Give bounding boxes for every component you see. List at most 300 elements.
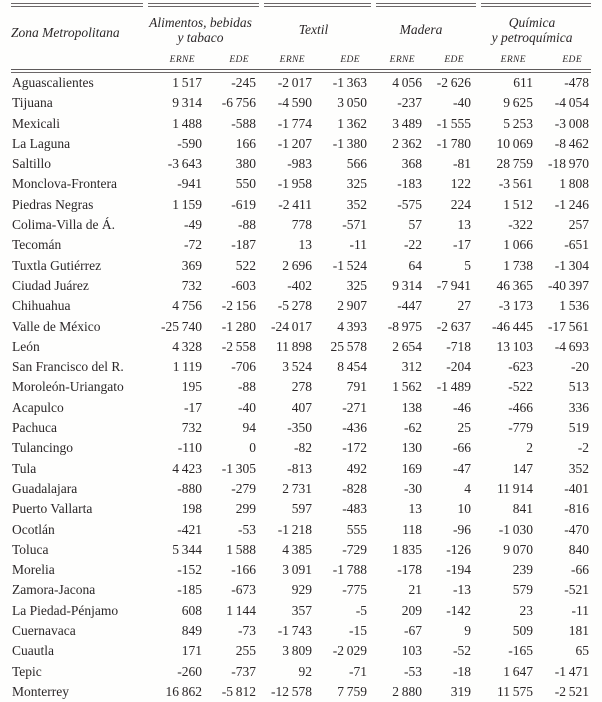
table-body	[11, 73, 591, 702]
value-cell: 1 738	[503, 257, 533, 273]
group-header-madera	[369, 7, 473, 49]
value-cell: 325	[346, 176, 367, 192]
top-rule-segment	[148, 3, 259, 7]
value-cell: -983	[287, 156, 312, 172]
value-cell: 13	[457, 217, 471, 233]
table-row	[11, 154, 591, 174]
zona-cell: Cuautla	[12, 643, 54, 659]
table-row	[11, 601, 591, 621]
value-cell: -575	[397, 196, 422, 212]
value-cell: -88	[238, 217, 256, 233]
value-cell: -350	[287, 420, 312, 436]
value-cell: 5 253	[503, 115, 533, 131]
value-cell: 23	[519, 602, 533, 618]
value-cell: -651	[564, 237, 589, 253]
value-cell: -828	[342, 480, 367, 496]
value-cell: -447	[397, 298, 422, 314]
zona-cell: Ciudad Juárez	[12, 277, 89, 293]
value-cell: -2 521	[554, 683, 589, 699]
value-cell: -4 054	[554, 95, 589, 111]
value-cell: -483	[342, 501, 367, 517]
value-cell: -17	[453, 237, 471, 253]
table-row	[11, 317, 591, 337]
value-cell: 840	[568, 541, 589, 557]
group-header-textil	[258, 7, 369, 49]
value-cell: -62	[404, 420, 422, 436]
value-cell: 513	[568, 379, 589, 395]
value-cell: 509	[512, 623, 533, 639]
value-cell: -185	[177, 582, 202, 598]
value-cell: 555	[346, 521, 367, 537]
value-cell: -204	[446, 359, 471, 375]
value-cell: -172	[342, 440, 367, 456]
value-cell: -1 305	[221, 460, 256, 476]
table-row	[11, 499, 591, 519]
value-cell: 3 050	[337, 95, 367, 111]
zona-cell: Toluca	[12, 541, 49, 557]
table-row	[11, 296, 591, 316]
value-cell: -72	[184, 237, 202, 253]
value-cell: -142	[446, 602, 471, 618]
value-cell: 9 070	[503, 541, 533, 557]
value-cell: -73	[238, 623, 256, 639]
value-cell: -2 637	[436, 318, 471, 334]
value-cell: 1 808	[559, 176, 589, 192]
value-cell: 368	[401, 156, 422, 172]
value-cell: -718	[446, 338, 471, 354]
value-cell: -779	[508, 420, 533, 436]
value-cell: 9 314	[392, 277, 422, 293]
value-cell: -165	[508, 643, 533, 659]
value-cell: 1 119	[172, 359, 202, 375]
value-cell: 1 512	[503, 196, 533, 212]
value-cell: -737	[231, 663, 256, 679]
table-row	[11, 418, 591, 438]
value-cell: 0	[249, 440, 256, 456]
value-cell: -775	[342, 582, 367, 598]
table-row	[11, 479, 591, 499]
value-cell: -67	[404, 623, 422, 639]
value-cell: 46 365	[496, 277, 533, 293]
value-cell: -8 462	[554, 135, 589, 151]
value-cell: -1 524	[332, 257, 367, 273]
value-cell: -706	[231, 359, 256, 375]
value-cell: 25 578	[330, 338, 367, 354]
value-cell: 1 144	[226, 602, 256, 618]
value-cell: -18 970	[548, 156, 589, 172]
value-cell: 1 835	[392, 541, 422, 557]
value-cell: -4 693	[554, 338, 589, 354]
value-cell: 166	[235, 135, 256, 151]
value-cell: -17	[184, 399, 202, 415]
group-header-alimentos	[143, 7, 258, 49]
table-row	[11, 621, 591, 641]
value-cell: -4 590	[277, 95, 312, 111]
group-header-quimica	[473, 7, 591, 49]
value-cell: -260	[177, 663, 202, 679]
value-cell: 4 328	[172, 338, 202, 354]
value-cell: -1 788	[332, 562, 367, 578]
value-cell: -126	[446, 541, 471, 557]
zona-cell: Tepic	[12, 663, 42, 679]
value-cell: 1 647	[503, 663, 533, 679]
value-cell: 380	[235, 156, 256, 172]
value-cell: 11 898	[276, 338, 312, 354]
value-cell: 1 562	[392, 379, 422, 395]
zona-cell: Monclova-Frontera	[12, 176, 117, 192]
top-rule-segment	[11, 3, 143, 7]
value-cell: -3 173	[498, 298, 533, 314]
zona-cell: León	[12, 338, 40, 354]
value-cell: -5 812	[221, 683, 256, 699]
value-cell: 130	[401, 440, 422, 456]
value-cell: 849	[181, 623, 202, 639]
value-cell: -271	[342, 399, 367, 415]
value-cell: 319	[450, 683, 471, 699]
value-cell: -478	[564, 75, 589, 90]
table-row	[11, 520, 591, 540]
value-cell: 566	[346, 156, 367, 172]
value-cell: 65	[575, 643, 589, 659]
value-cell: -166	[231, 562, 256, 578]
value-cell: -436	[342, 420, 367, 436]
value-cell: 579	[512, 582, 533, 598]
value-cell: -1 218	[277, 521, 312, 537]
value-cell: -40	[453, 95, 471, 111]
value-cell: -5	[355, 602, 367, 618]
zona-cell: Valle de México	[12, 318, 101, 334]
value-cell: 118	[402, 521, 422, 537]
value-cell: 257	[568, 217, 589, 233]
group-label-line: Madera	[399, 22, 443, 38]
value-cell: -623	[508, 359, 533, 375]
top-rule-segment	[481, 3, 591, 7]
value-cell: 299	[235, 501, 256, 517]
zona-cell: Morelia	[12, 562, 55, 578]
table-row	[11, 662, 591, 682]
table-row	[11, 195, 591, 215]
table-row	[11, 215, 591, 235]
zona-cell: Moroleón-Uriangato	[12, 379, 124, 395]
value-cell: -3 561	[498, 176, 533, 192]
zona-cell: San Francisco del R.	[12, 359, 124, 375]
value-cell: 2	[526, 440, 533, 456]
value-cell: 21	[408, 582, 422, 598]
zona-cell: Ocotlán	[12, 521, 55, 537]
value-cell: 169	[401, 460, 422, 476]
value-cell: 138	[401, 399, 422, 415]
value-cell: -46	[453, 399, 471, 415]
data-table	[11, 73, 591, 702]
table-row	[11, 357, 591, 377]
value-cell: 550	[235, 176, 256, 192]
value-cell: -66	[453, 440, 471, 456]
value-cell: 198	[181, 501, 202, 517]
value-cell: 7 759	[337, 683, 367, 699]
value-cell: -3 643	[167, 156, 202, 172]
subheader-ede-quimica: EDE	[562, 55, 583, 65]
value-cell: -52	[453, 643, 471, 659]
value-cell: -880	[177, 480, 202, 496]
value-cell: -245	[231, 75, 256, 90]
value-cell: 1 517	[172, 75, 202, 90]
table-row	[11, 641, 591, 661]
value-cell: -729	[342, 541, 367, 557]
value-cell: 4 385	[282, 541, 312, 557]
group-label-line: Textil	[298, 22, 329, 38]
value-cell: -152	[177, 562, 202, 578]
value-cell: 841	[512, 501, 533, 517]
value-cell: 9	[464, 623, 471, 639]
value-cell: -401	[564, 480, 589, 496]
table-row	[11, 235, 591, 255]
value-cell: 9 314	[172, 95, 202, 111]
zona-cell: Tecomán	[12, 237, 62, 253]
zona-cell: Zamora-Jacona	[12, 582, 96, 598]
value-cell: 732	[181, 277, 202, 293]
value-cell: 3 091	[282, 562, 312, 578]
value-cell: -187	[231, 237, 256, 253]
zona-cell: Acapulco	[12, 399, 64, 415]
value-cell: 791	[346, 379, 367, 395]
value-cell: -17 561	[548, 318, 589, 334]
zona-cell: Cuernavaca	[12, 623, 76, 639]
table-row	[11, 73, 591, 93]
value-cell: -40 397	[548, 277, 589, 293]
value-cell: 492	[346, 460, 367, 476]
value-cell: -15	[349, 623, 367, 639]
value-cell: 4 756	[172, 298, 202, 314]
value-cell: -237	[397, 95, 422, 111]
group-label-line: y tabaco	[177, 30, 224, 45]
table-row	[11, 540, 591, 560]
value-cell: -11	[571, 602, 589, 618]
table-row	[11, 134, 591, 154]
value-cell: 209	[401, 602, 422, 618]
group-header-row	[11, 7, 591, 49]
table-row	[11, 459, 591, 479]
value-cell: 92	[298, 663, 312, 679]
value-cell: -53	[238, 521, 256, 537]
subheader-ede-madera: EDE	[444, 55, 465, 65]
row-header-label: Zona Metropolitana	[11, 24, 120, 40]
table-row	[11, 174, 591, 194]
value-cell: 522	[235, 257, 256, 273]
zona-cell: Colima-Villa de Á.	[12, 217, 116, 233]
value-cell: 11 914	[497, 480, 533, 496]
value-cell: 1 066	[503, 237, 533, 253]
top-rule-segment	[264, 3, 371, 7]
value-cell: -2 029	[332, 643, 367, 659]
value-cell: 28 759	[496, 156, 533, 172]
value-cell: -20	[571, 359, 589, 375]
value-cell: -183	[397, 176, 422, 192]
value-cell: -1 380	[332, 135, 367, 151]
value-cell: -521	[564, 582, 589, 598]
value-cell: 519	[568, 420, 589, 436]
value-cell: 8 454	[337, 359, 367, 375]
value-cell: -813	[287, 460, 312, 476]
value-cell: -466	[508, 399, 533, 415]
value-cell: 13 103	[496, 338, 533, 354]
value-cell: 4 056	[392, 75, 422, 90]
value-cell: 94	[242, 420, 256, 436]
value-cell: -402	[287, 277, 312, 293]
value-cell: -1 555	[436, 115, 471, 131]
value-cell: 407	[291, 399, 312, 415]
value-cell: -194	[446, 562, 471, 578]
zona-cell: Aguascalientes	[12, 75, 94, 90]
zona-cell: Chihuahua	[12, 298, 71, 314]
value-cell: 224	[450, 196, 471, 212]
value-cell: 255	[235, 643, 256, 659]
zona-cell: Monterrey	[12, 683, 69, 699]
value-cell: 5	[464, 257, 471, 273]
value-cell: 1 536	[559, 298, 589, 314]
subheader-erne-madera: ERNE	[389, 55, 416, 65]
value-cell: 369	[181, 257, 202, 273]
value-cell: 27	[457, 298, 471, 314]
value-cell: -96	[453, 521, 471, 537]
value-cell: 5 344	[172, 541, 202, 557]
value-cell: 122	[450, 176, 471, 192]
value-cell: 4 393	[337, 318, 367, 334]
value-cell: 336	[568, 399, 589, 415]
value-cell: -1 743	[277, 623, 312, 639]
value-cell: 147	[512, 460, 533, 476]
value-cell: -1 363	[332, 75, 367, 90]
value-cell: -178	[397, 562, 422, 578]
value-cell: -49	[184, 217, 202, 233]
value-cell: 352	[568, 460, 589, 476]
value-cell: 325	[346, 277, 367, 293]
table-row	[11, 276, 591, 296]
value-cell: -1 304	[554, 257, 589, 273]
value-cell: 2 731	[282, 480, 312, 496]
zona-cell: Tijuana	[12, 95, 53, 111]
zona-cell: Saltillo	[12, 156, 52, 172]
value-cell: -88	[238, 379, 256, 395]
zona-cell: Mexicali	[12, 115, 60, 131]
value-cell: 3 524	[282, 359, 312, 375]
value-cell: -46 445	[492, 318, 533, 334]
value-cell: 597	[291, 501, 312, 517]
value-cell: 352	[346, 196, 367, 212]
value-cell: -1 489	[436, 379, 471, 395]
value-cell: -82	[294, 440, 312, 456]
value-cell: -571	[342, 217, 367, 233]
value-cell: -1 958	[277, 176, 312, 192]
value-cell: 64	[408, 257, 422, 273]
value-cell: -619	[231, 196, 256, 212]
value-cell: 312	[401, 359, 422, 375]
table-row	[11, 93, 591, 113]
value-cell: 1 159	[172, 196, 202, 212]
value-cell: 4 423	[172, 460, 202, 476]
value-cell: 1 588	[226, 541, 256, 557]
value-cell: 181	[568, 623, 589, 639]
value-cell: 608	[181, 602, 202, 618]
value-cell: 171	[181, 643, 202, 659]
zona-cell: La Laguna	[12, 135, 71, 151]
value-cell: 2 362	[392, 135, 422, 151]
value-cell: 2 907	[337, 298, 367, 314]
value-cell: -1 207	[277, 135, 312, 151]
table-row	[11, 114, 591, 134]
value-cell: 732	[181, 420, 202, 436]
value-cell: -22	[404, 237, 422, 253]
value-cell: -8 975	[387, 318, 422, 334]
value-cell: -588	[231, 115, 256, 131]
value-cell: 778	[291, 217, 312, 233]
value-cell: 25	[457, 420, 471, 436]
value-cell: 1 362	[337, 115, 367, 131]
zona-cell: Puerto Vallarta	[12, 501, 93, 517]
table-row	[11, 398, 591, 418]
value-cell: 9 625	[503, 95, 533, 111]
value-cell: 103	[401, 643, 422, 659]
value-cell: -13	[453, 582, 471, 598]
value-cell: -603	[231, 277, 256, 293]
value-cell: -2 558	[221, 338, 256, 354]
value-cell: 2 880	[392, 683, 422, 699]
value-cell: -941	[177, 176, 202, 192]
value-cell: -2 626	[436, 75, 471, 90]
value-cell: 2 696	[282, 257, 312, 273]
subheader-ede-alimentos: EDE	[229, 55, 249, 65]
value-cell: -12 578	[271, 683, 312, 699]
value-cell: 195	[181, 379, 202, 395]
value-cell: -2 017	[277, 75, 312, 90]
value-cell: -816	[564, 501, 589, 517]
top-rule-segment	[376, 3, 476, 7]
table-row	[11, 377, 591, 397]
value-cell: -1 280	[221, 318, 256, 334]
value-cell: -18	[453, 663, 471, 679]
value-cell: -2 156	[221, 298, 256, 314]
subheader-ede-textil: EDE	[340, 55, 361, 65]
zona-cell: Tulancingo	[12, 440, 74, 456]
value-cell: -6 756	[221, 95, 256, 111]
value-cell: -47	[453, 460, 471, 476]
value-cell: 57	[408, 217, 422, 233]
value-cell: -66	[571, 562, 589, 578]
group-label-line: y petroquímica	[491, 30, 573, 45]
value-cell: -3 008	[554, 115, 589, 131]
value-cell: 10	[457, 501, 471, 517]
value-cell: -1 030	[498, 521, 533, 537]
value-cell: -40	[238, 399, 256, 415]
value-cell: -522	[508, 379, 533, 395]
value-cell: -421	[177, 521, 202, 537]
value-cell: -470	[564, 521, 589, 537]
table-row	[11, 580, 591, 600]
zona-cell: Piedras Negras	[12, 196, 94, 212]
subheader-erne-quimica: ERNE	[500, 55, 527, 65]
value-cell: -24 017	[271, 318, 312, 334]
subheader-erne-textil: ERNE	[279, 55, 305, 65]
value-cell: 10 069	[496, 135, 533, 151]
group-label-line: Química	[508, 14, 556, 30]
value-cell: -53	[404, 663, 422, 679]
value-cell: -322	[508, 217, 533, 233]
value-cell: 1 488	[172, 115, 202, 131]
table-row	[11, 337, 591, 357]
value-cell: -110	[177, 440, 202, 456]
value-cell: 357	[291, 602, 312, 618]
header-table	[11, 7, 591, 68]
value-cell: -71	[349, 663, 367, 679]
